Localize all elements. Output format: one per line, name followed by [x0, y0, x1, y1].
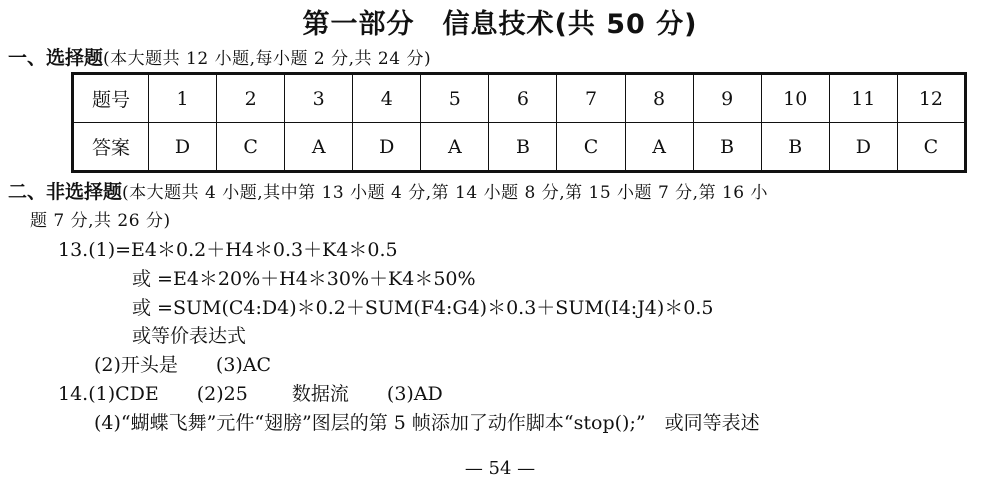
table-cell-answer: B — [693, 123, 761, 172]
table-cell-answer: D — [149, 123, 217, 172]
table-row-answers — [73, 123, 966, 172]
table-cell-number: 9 — [693, 74, 761, 123]
table-cell-number: 12 — [897, 74, 965, 123]
table-cell-answer: C — [557, 123, 625, 172]
table-cell-answer: B — [761, 123, 829, 172]
table-cell-number: 8 — [625, 74, 693, 123]
table-cell-number: 3 — [285, 74, 353, 123]
row-label-number: 题号 — [73, 74, 149, 123]
q13-answer-alt-1: 或 =E4＊20%＋H4＊30%＋K4＊50% — [132, 268, 476, 290]
q14-answer-4: (4)“蝴蝶飞舞”元件“翅膀”图层的第 5 帧添加了动作脚本“stop();” 或同等表述 — [94, 412, 760, 434]
table-cell-answer: A — [625, 123, 693, 172]
section2-heading-label: 二、非选择题 — [8, 181, 123, 203]
table-cell-answer: A — [421, 123, 489, 172]
q13-answer-1: 13.(1)=E4＊0.2＋H4＊0.3＋K4＊0.5 — [58, 239, 398, 261]
section2-heading-cont — [30, 206, 171, 231]
table-cell-number: 10 — [761, 74, 829, 123]
table-cell-number: 2 — [217, 74, 285, 123]
table-cell-number: 7 — [557, 74, 625, 123]
table-cell-answer: C — [217, 123, 285, 172]
table-cell-number: 4 — [353, 74, 421, 123]
section2-heading — [8, 177, 768, 204]
q13-answer-2-3: (2)开头是 (3)AC — [94, 354, 272, 376]
row-label-answer: 答案 — [73, 123, 149, 172]
section2-note-line2: 题 7 分,共 26 分) — [30, 211, 171, 231]
table-cell-number: 11 — [829, 74, 897, 123]
q14-answer-1-3: 14.(1)CDE (2)25 数据流 (3)AD — [58, 383, 443, 405]
page-title: 第一部分 信息技术(共 50 分) — [302, 9, 698, 40]
q13-answer-alt-2: 或 =SUM(C4:D4)＊0.2＋SUM(F4:G4)＊0.3＋SUM(I4:J4)＊0.5 — [132, 297, 714, 319]
section1-note: (本大题共 12 小题,每小题 2 分,共 24 分) — [103, 49, 432, 69]
table-cell-answer: D — [353, 123, 421, 172]
table-cell-number: 1 — [149, 74, 217, 123]
table-cell-answer: A — [285, 123, 353, 172]
table-cell-number: 6 — [489, 74, 557, 123]
table-cell-answer: C — [897, 123, 965, 172]
table-cell-number: 5 — [421, 74, 489, 123]
table-row-numbers — [73, 74, 966, 123]
section2-note-line1: (本大题共 4 小题,其中第 13 小题 4 分,第 14 小题 8 分,第 15 小题 7 分,第 16 小 — [122, 183, 769, 203]
section1-heading — [8, 43, 431, 70]
answer-table — [71, 72, 967, 173]
table-cell-answer: B — [489, 123, 557, 172]
page-number: — 54 — — [464, 458, 536, 479]
table-cell-answer: D — [829, 123, 897, 172]
section1-heading-label: 一、选择题 — [8, 47, 104, 69]
q13-answer-alt-3: 或等价表达式 — [132, 325, 247, 347]
